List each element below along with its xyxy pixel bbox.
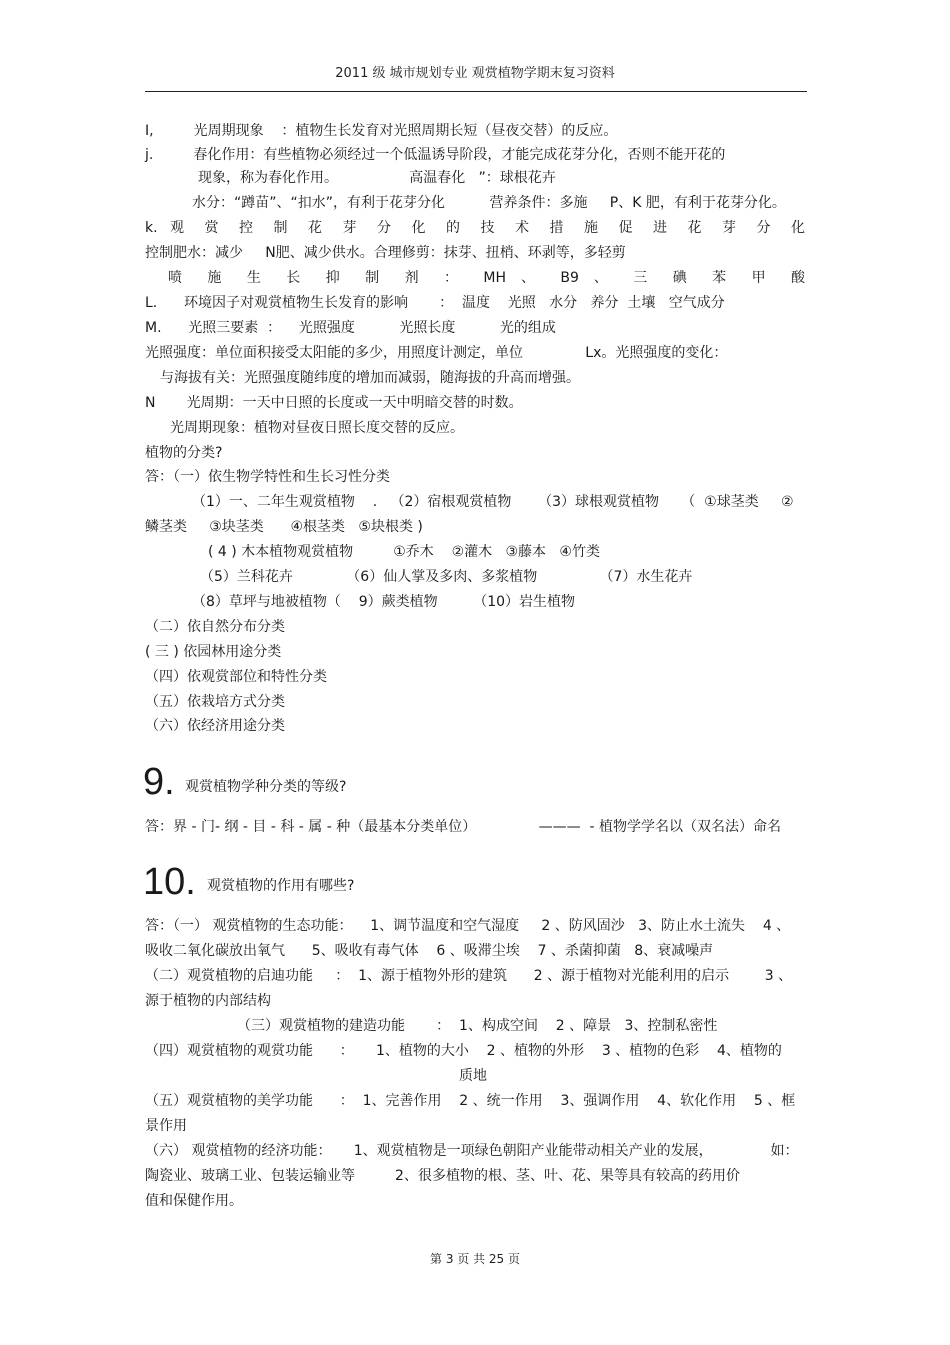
answer-line: 陶瓷业、玻璃工业、包装运输业等 2、很多植物的根、茎、叶、花、果等具有较高的药用价	[145, 1168, 740, 1184]
answer-line: 源于植物的内部结构	[145, 993, 271, 1009]
page-footer: 第 3 页 共 25 页	[430, 1252, 520, 1266]
text-line: 光照强度：单位面积接受太阳能的多少，用照度计测定，单位 Lx。光照强度的变化：	[145, 345, 728, 361]
question-number: 9.	[143, 761, 175, 803]
answer-line: 景作用	[145, 1118, 187, 1134]
text-line: （1）一、二年生观赏植物 . （2）宿根观赏植物 （3）球根观赏植物 （ ①球茎类 ②	[192, 494, 794, 510]
answer-line: （二）观赏植物的启迪功能 ： 1、源于植物外形的建筑 2 、源于植物对光能利用的启示 3 、	[145, 968, 793, 984]
text-line: k. 观 赏 控 制 花 芽 分 化 的 技 术 措 施 促 进 花 芽 分 化	[145, 220, 805, 236]
answer-line: （六） 观赏植物的经济功能： 1、观赏植物是一项绿色朝阳产业能带动相关产业的发展， 如：	[145, 1143, 799, 1159]
answer-line: （五）观赏植物的美学功能 ： 1、完善作用 2 、统一作用 3、强调作用 4、软化作用 5 、框	[145, 1093, 796, 1109]
text-line: 光周期现象：植物对昼夜日照长度交替的反应。	[170, 420, 464, 436]
text-line: （8）草坪与地被植物（ 9）蕨类植物 （10）岩生植物	[192, 594, 576, 610]
text-line: 控制肥水：减少 N肥、减少供水。合理修剪：抹芽、扭梢、环剥等，多轻剪	[145, 245, 626, 261]
text-line: L. 环境因子对观赏植物生长发育的影响 ： 温度 光照 水分 养分 土壤 空气成分	[145, 295, 725, 311]
answer-line: 值和保健作用。	[145, 1193, 243, 1209]
question-title: 观赏植物学种分类的等级?	[185, 779, 347, 795]
page-header: 2011 级 城市规划专业 观赏植物学期末复习资料	[335, 66, 615, 81]
text-line: I, 光周期现象 ：植物生长发育对光照周期长短（昼夜交替）的反应。	[145, 123, 618, 139]
text-line: （六）依经济用途分类	[145, 718, 285, 734]
text-line: ( 4 ) 木本植物观赏植物 ①乔木 ②灌木 ③藤本 ④竹类	[208, 544, 600, 560]
answer-line: 答：（一） 观赏植物的生态功能： 1、调节温度和空气湿度 2 、防风固沙 3、防止水土流失 4 、	[145, 918, 791, 934]
question-title: 观赏植物的作用有哪些?	[207, 878, 355, 894]
answer-line: 吸收二氧化碳放出氧气 5、吸收有毒气体 6 、吸滞尘埃 7 、杀菌抑菌 8、衰减噪声	[145, 943, 714, 959]
text-line: ( 三 ) 依园林用途分类	[145, 644, 282, 660]
text-line: j. 春化作用：有些植物必须经过一个低温诱导阶段，才能完成花芽分化，否则不能开花的	[145, 147, 726, 163]
question-number: 10.	[143, 861, 196, 903]
answer-text: 答：界 - 门- 纲 - 目 - 科 - 属 - 种（最基本分类单位） ——— - 植物学学名以（双名法）命名	[145, 819, 781, 835]
text-line: 喷 施 生 长 抑 制 剂 ： MH 、 B9 、 三 碘 苯 甲 酸	[168, 270, 805, 286]
text-line: 答：（一）依生物学特性和生长习性分类	[145, 469, 390, 485]
answer-line: 质地	[459, 1068, 487, 1084]
text-line: （5）兰科花卉 （6）仙人掌及多肉、多浆植物 （7）水生花卉	[200, 569, 693, 585]
text-line: 现象，称为春化作用。 高温春化 ”：球根花卉	[198, 170, 556, 186]
text-line: 鳞茎类 ③块茎类 ④根茎类 ⑤块根类 )	[145, 519, 423, 535]
text-line: 水分：“蹲苗”、“扣水”，有利于花芽分化 营养条件：多施 P、K 肥，有利于花芽分化。	[192, 195, 786, 211]
answer-line: （四）观赏植物的观赏功能 ： 1、植物的大小 2 、植物的外形 3 、植物的色彩 4、植物的	[145, 1043, 782, 1059]
text-line: 与海拔有关：光照强度随纬度的增加而减弱，随海拔的升高而增强。	[160, 370, 580, 386]
text-line: M. 光照三要素 ： 光照强度 光照长度 光的组成	[145, 320, 556, 336]
text-line: （二）依自然分布分类	[145, 619, 285, 635]
text-line: （四）依观赏部位和特性分类	[145, 669, 327, 685]
header-divider	[145, 91, 807, 92]
answer-line: （三）观赏植物的建造功能 ： 1、构成空间 2 、障景 3、控制私密性	[237, 1018, 718, 1034]
text-line: N 光周期：一天中日照的长度或一天中明暗交替的时数。	[145, 395, 523, 411]
text-line: （五）依栽培方式分类	[145, 694, 285, 710]
text-line: 植物的分类?	[145, 445, 223, 461]
